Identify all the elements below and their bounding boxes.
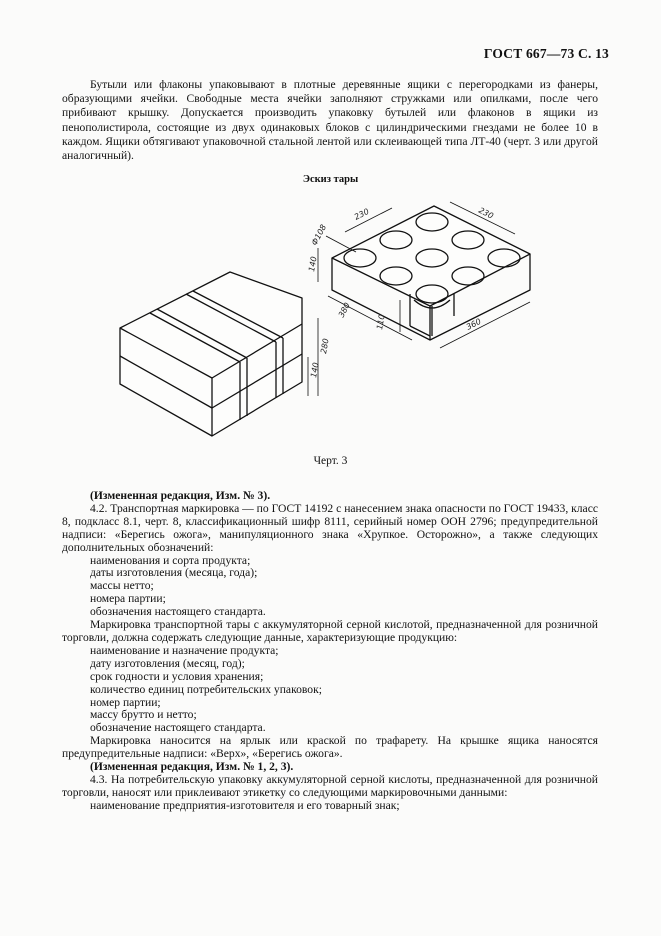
- list-item: номера партии;: [90, 592, 166, 606]
- list-item: наименования и сорта продукта;: [90, 553, 251, 567]
- dim-380: 380: [336, 301, 352, 319]
- dim-360: 360: [464, 316, 483, 332]
- label-paragraph: Маркировка наносится на ярлык или краской по трафарету. На крышке ящика наносятся предупредительные надписи: «Верх», «Берегись ожога».: [62, 734, 598, 761]
- section-4-3: 4.3. На потребительскую упаковку аккумуляторной серной кислоты, предназначенной для розничной торговли, наносят или приклеивают этикетку со следующими маркировочными данными:: [62, 772, 598, 799]
- list-item: массу брутто и нетто;: [90, 708, 197, 722]
- retail-marking-paragraph: Маркировка транспортной тары с аккумуляторной серной кислотой, предназначенной для розничной торговли, должна содержать следующие данные, характеризующие продукцию:: [62, 618, 598, 644]
- dim-230-right: 230: [477, 205, 495, 221]
- dim-110: 110: [375, 313, 387, 331]
- foam-block-drawing: [332, 206, 530, 340]
- list-item: номер партии;: [90, 695, 161, 709]
- list-item: наименование и назначение продукта;: [90, 643, 279, 657]
- figure-caption: Черт. 3: [313, 455, 348, 467]
- edition-note-1: (Измененная редакция, Изм. № 3).: [90, 489, 271, 502]
- dim-140-box: 140: [309, 361, 321, 379]
- section-4-2: 4.2. Транспортная маркировка — по ГОСТ 14192 с нанесением знака опасности по ГОСТ 19433, класс 8, подкласс 8.1, черт. 8, классификационный шифр 8111, серийный номер ООН 2796; предупредительной надписи: «Берегись ожога», манипуляционного знака «Хрупкое. Осторожно», а также следующих дополнительных обозначений:: [62, 501, 598, 554]
- intro-text: Бутыли или флаконы упаковывают в плотные деревянные ящики с перегородками из фанеры, образующими ячейки. Свободные места ячейки заполняют стружками или опилками, после чего прибивают крышку. Допускается производить упаковку бутылей или флаконов в ящики из пенополистирола, состоящие из двух одинаковых блоков с цилиндрическими гнездами не более 10 в каждом. Ящики обтягивают упаковочной стальной лентой или склеивающей типа ЛТ-40 (черт. 3 или другой аналогичный).: [62, 78, 598, 163]
- list-item: количество единиц потребительских упаковок;: [90, 682, 322, 696]
- page-header: ГОСТ 667—73 С. 13: [483, 46, 609, 61]
- strapped-box-drawing: [120, 272, 302, 436]
- list-item: дату изготовления (месяц, год);: [90, 656, 245, 670]
- figure-title: Эскиз тары: [302, 174, 359, 185]
- list-item: срок годности и условия хранения;: [90, 669, 264, 683]
- dim-d108: Ф108: [309, 223, 329, 247]
- list-item: массы нетто;: [90, 579, 154, 593]
- list-item: даты изготовления (месяца, года);: [90, 566, 258, 580]
- main-text-block: [62, 490, 598, 813]
- dim-280: 280: [319, 337, 331, 355]
- list-item: обозначения настоящего стандарта.: [90, 605, 266, 619]
- edition-note-2: (Измененная редакция, Изм. № 1, 2, 3).: [90, 760, 294, 774]
- list-item: обозначение настоящего стандарта.: [90, 721, 266, 735]
- dim-230-left: 230: [352, 206, 371, 222]
- dim-140-block: 140: [307, 255, 319, 273]
- list-item: наименование предприятия-изготовителя и его товарный знак;: [90, 798, 400, 812]
